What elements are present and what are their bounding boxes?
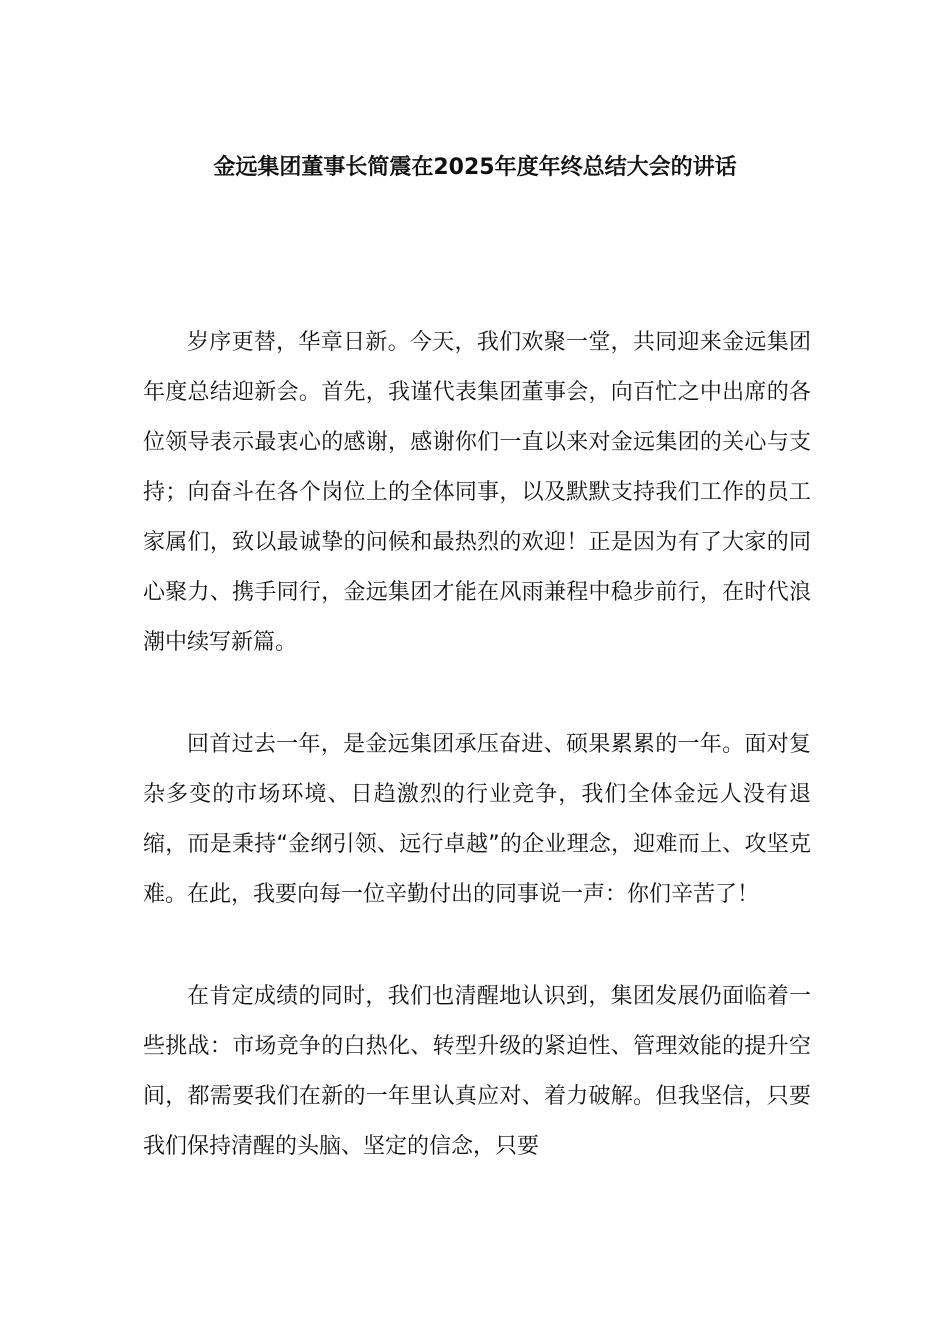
paragraph-1: 岁序更替，华章日新。今天，我们欢聚一堂，共同迎来金远集团年度总结迎新会。首先，我谨代表集团董事会，向百忙之中出席的各位领导表示最衷心的感谢，感谢你们一直以来对金远集团的关心与支持；向奋斗在各个岗位上的全体同事，以及默默支持我们工作的员工家属们，致以最诚挚的问候和最热烈的欢迎！正是因为有了大家的同心聚力、携手同行，金远集团才能在风雨兼程中稳步前行，在时代浪潮中续写新篇。 [143, 330, 811, 655]
paragraph-2: 回首过去一年，是金远集团承压奋进、硕果累累的一年。面对复杂多变的市场环境、日趋激烈的行业竞争，我们全体金远人没有退缩，而是秉持“金纲引领、远行卓越”的企业理念，迎难而上、攻坚克难。在此，我要向每一位辛勤付出的同事说一声：你们辛苦了！ [143, 732, 811, 907]
document-body [143, 318, 811, 1224]
paragraph-3: 在肯定成绩的同时，我们也清醒地认识到，集团发展仍面临着一些挑战：市场竞争的白热化、转型升级的紧迫性、管理效能的提升空间，都需要我们在新的一年里认真应对、着力破解。但我坚信，只要我们保持清醒的头脑、坚定的信念，只要 [143, 984, 811, 1159]
document-title: 金远集团董事长简震在2025年度年终总结大会的讲话 [213, 155, 737, 180]
